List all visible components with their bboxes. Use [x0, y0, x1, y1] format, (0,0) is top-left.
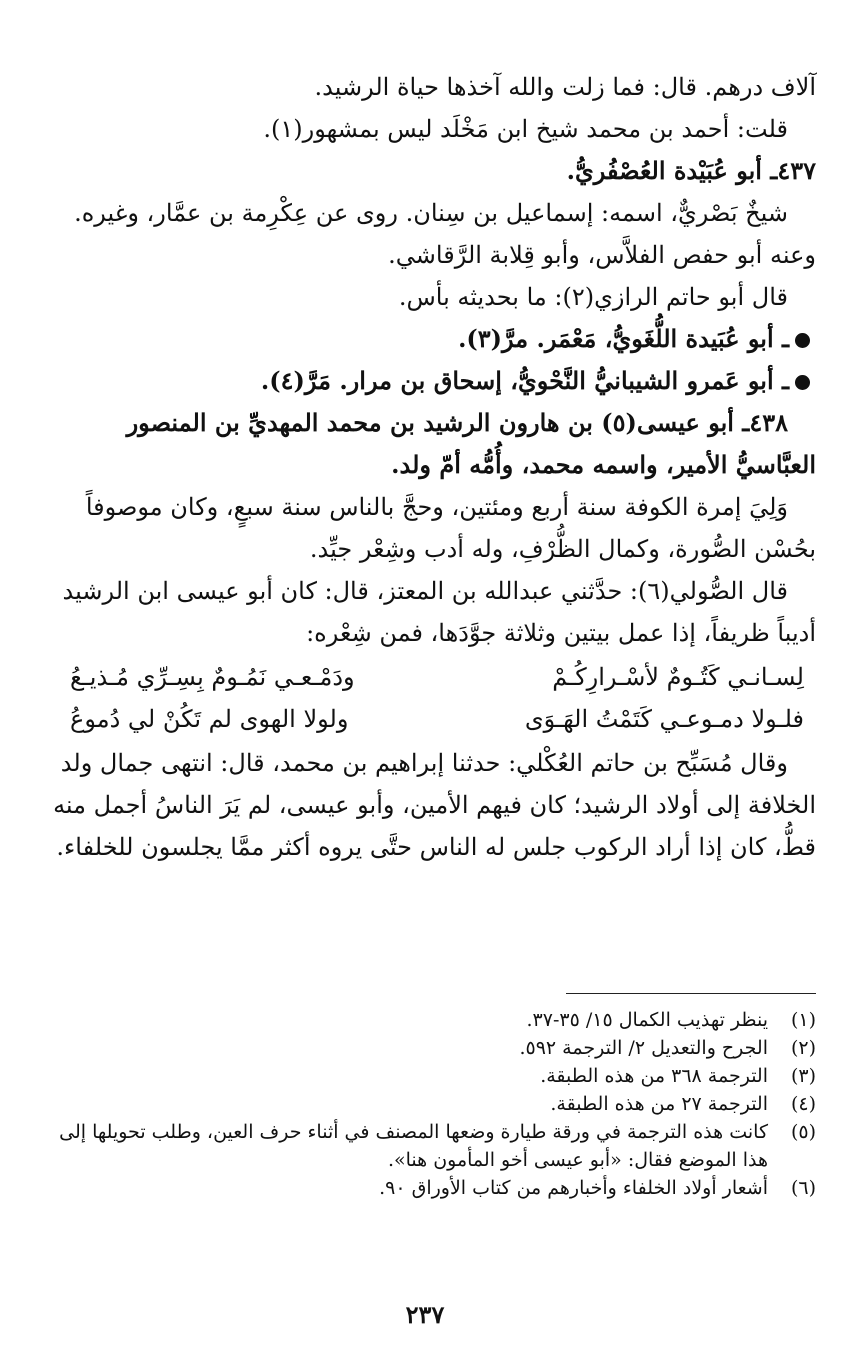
footnotes — [40, 1006, 816, 1202]
footnote-number: (٥) — [790, 1121, 816, 1143]
poem — [40, 656, 816, 740]
footnote — [40, 1174, 816, 1202]
footnote-number: (٦) — [790, 1177, 816, 1199]
footnote-text: الترجمة ٢٧ من هذه الطبقة. — [550, 1093, 768, 1115]
crossref-item — [40, 318, 816, 360]
bullet-icon — [795, 375, 810, 390]
footnote-number: (١) — [790, 1009, 816, 1031]
continuation-line: آلاف درهم. قال: فما زلت والله آخذها حياة الرشيد. — [314, 73, 816, 101]
poem-verse — [40, 698, 816, 740]
crossref-item — [40, 360, 816, 402]
entry-438-text: وَلِيَ إمرة الكوفة سنة أربع ومئتين، وحجَّ بالناس سنة سبعٍ، وكان موصوفاً بحُسْن الصُّورة، وكمال الظُّرْفِ، وله أدب وشِعْر جيِّد. — [85, 493, 816, 563]
footnote-number: (٤) — [790, 1093, 816, 1115]
footnote — [40, 1034, 816, 1062]
footnote — [40, 1090, 816, 1118]
page-number: ٢٣٧ — [405, 1300, 445, 1329]
bullet-icon — [795, 333, 810, 348]
footnote-text: أشعار أولاد الخلفاء وأخبارهم من كتاب الأوراق ٩٠. — [379, 1177, 768, 1199]
entry-438-musabbih: وقال مُسَبِّح بن حاتم العُكْلي: حدثنا إبراهيم بن محمد، قال: انتهى جمال ولد الخلافة إلى أولاد الرشيد؛ كان فيهم الأمين، وأبو عيسى، لم يَرَ الناسُ أجمل منه قطُّ، كان إذا أراد الركوب جلس له الناس حتَّى يروه أكثر ممَّا يجلسون للخلفاء. — [53, 749, 816, 861]
crossref-text: ـ أبو عَمرو الشيبانيُّ النَّحْويُّ، إسحاق بن مرار. مَرَّ(٤). — [260, 366, 789, 395]
entry-437-heading: ٤٣٧ـ أبو عُبَيْدة العُصْفُريُّ. — [566, 156, 816, 185]
footnote — [40, 1006, 816, 1034]
footnote-text: ينظر تهذيب الكمال ١٥/ ٣٥-٣٧. — [526, 1009, 768, 1031]
footnote-text: كانت هذه الترجمة في ورقة طيارة وضعها المصنف في أثناء حرف العين، وطلب تحويلها إلى هذا الموضع فقال: «أبو عيسى أخو المأمون هنا». — [59, 1121, 768, 1171]
footnote-text: الترجمة ٣٦٨ من هذه الطبقة. — [540, 1065, 768, 1087]
footnote-number: (٢) — [790, 1037, 816, 1059]
entry-438-suli: قال الصُّولي(٦): حدَّثني عبدالله بن المعتز، قال: كان أبو عيسى ابن الرشيد أديباً ظريفاً، إذا عمل بيتين وثلاثة جوَّدَها، فمن شِعْره: — [62, 577, 816, 647]
entry-437-quote: قال أبو حاتم الرازي(٢): ما بحديثه بأس. — [398, 283, 788, 311]
footnote-text: الجرح والتعديل ٢/ الترجمة ٥٩٢. — [519, 1037, 768, 1059]
footnote-number: (٣) — [790, 1065, 816, 1087]
main-text — [40, 66, 816, 868]
poem-verse — [40, 656, 816, 698]
footnote-divider — [566, 993, 816, 994]
verse-first-hemistich: فلـولا دمـوعـي كَتَمْتُ الهَـوَى — [524, 705, 804, 733]
entry-437-text: شيخٌ بَصْريٌّ، اسمه: إسماعيل بن سِنان. روى عن عِكْرِمة بن عمَّار، وغيره. وعنه أبو حفص الفلاَّس، وأبو قِلابة الرَّقاشي. — [74, 199, 816, 269]
verse-second-hemistich: ودَمْـعـي نَمُـومٌ بِسِـرِّي مُـذيـعُ — [70, 663, 355, 691]
author-note: قلت: أحمد بن محمد شيخ ابن مَخْلَد ليس بمشهور(١). — [263, 115, 788, 143]
footnote — [40, 1062, 816, 1090]
footnote — [40, 1118, 816, 1174]
crossref-text: ـ أبو عُبَيدة اللُّغَويُّ، مَعْمَر. مرَّ(٣). — [458, 324, 789, 353]
verse-second-hemistich: ولولا الهوى لم تَكُنْ لي دُموعُ — [70, 705, 349, 733]
verse-first-hemistich: لِسـانـي كَتُـومٌ لأسْـرارِكُـمْ — [552, 663, 804, 691]
entry-438-heading: ٤٣٨ـ أبو عيسى(٥) بن هارون الرشيد بن محمد المهديِّ بن المنصور العبَّاسيُّ الأمير، واسمه محمد، وأُمُّه أمّ ولد. — [126, 408, 816, 479]
